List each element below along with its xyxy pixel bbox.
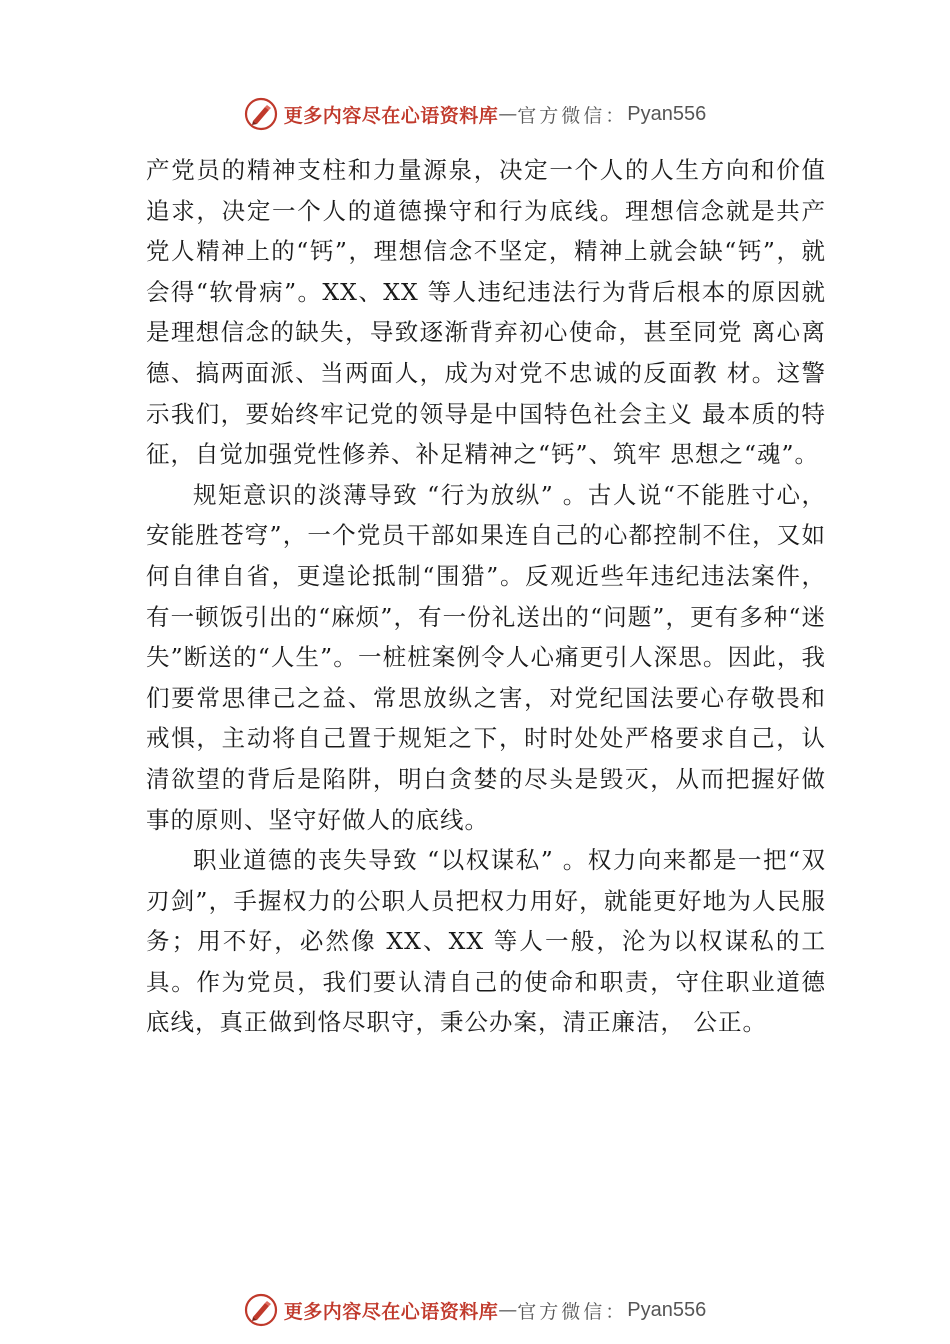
paragraph-1: 产党员的精神支柱和力量源泉，决定一个人的人生方向和价值追求，决定一个人的道德操守和行为底线。理想信念就是共产党人精神上的“钙”，理想信念不坚定，精神上就会缺“钙”，就会得“软骨病”。XX、XX 等人违纪违法行为背后根本的原因就是理想信念的缺失，导致逐渐背弃初心使命，甚至同党 离心离德、搞两面派、当两面人，成为对党不忠诚的反面教 材。这警示我们，要始终牢记党的领导是中国特色社会主义 最本质的特征，自觉加强党性修养、补足精神之“钙”、筑牢 思想之“魂”。 [146,156,826,469]
footer-separator: — [498,1299,518,1321]
footer-brand-text: 更多内容尽在心语资料库 [283,1300,499,1323]
header-wechat-label: 官方微信： [517,104,628,127]
paragraph-2: 规矩意识的淡薄导致 “行为放纵” 。古人说“不能胜寸心，安能胜苍穹”，一个党员干部如果连自己的心都控制不住，又如何自律自省，更遑论抵制“围猎”。反观近些年违纪违法案件，有一顿饭引出的“麻烦”，有一份礼送出的“问题”，更有多种“迷失”断送的“人生”。一桩桩案例令人心痛更引人深思。因此，我们要常思律己之益、常思放纵之害，对党纪国法要心存敬畏和戒惧，主动将自己置于规矩之下，时时处处严格要求自己，认清欲望的背后是陷阱，明白贪婪的尽头是毁灭，从而把握好做事的原则、坚守好做人的底线。 [146,480,826,834]
paragraph-3: 职业道德的丧失导致 “以权谋私” 。权力向来都是一把“双刃剑”，手握权力的公职人员把权力用好，就能更好地为人民服务；用不好，必然像 XX、XX 等人一般，沦为以权谋私的工具。作为党员，我们要认清自己的使命和职责，守住职业道德底线，真正做到恪尽职守，秉公办案，清正廉洁， 公正。 [146,846,826,1037]
page-header-banner [0,94,950,134]
document-body [146,150,826,1043]
pen-logo-icon [244,97,278,131]
footer-wechat-label: 官方微信： [517,1300,628,1323]
header-separator: — [498,103,518,125]
header-wechat-id: Pyan556 [627,102,707,125]
pen-logo-icon [244,1293,278,1327]
footer-wechat-id: Pyan556 [627,1298,707,1321]
page-footer-banner [0,1290,950,1330]
header-brand-text: 更多内容尽在心语资料库 [283,104,499,127]
